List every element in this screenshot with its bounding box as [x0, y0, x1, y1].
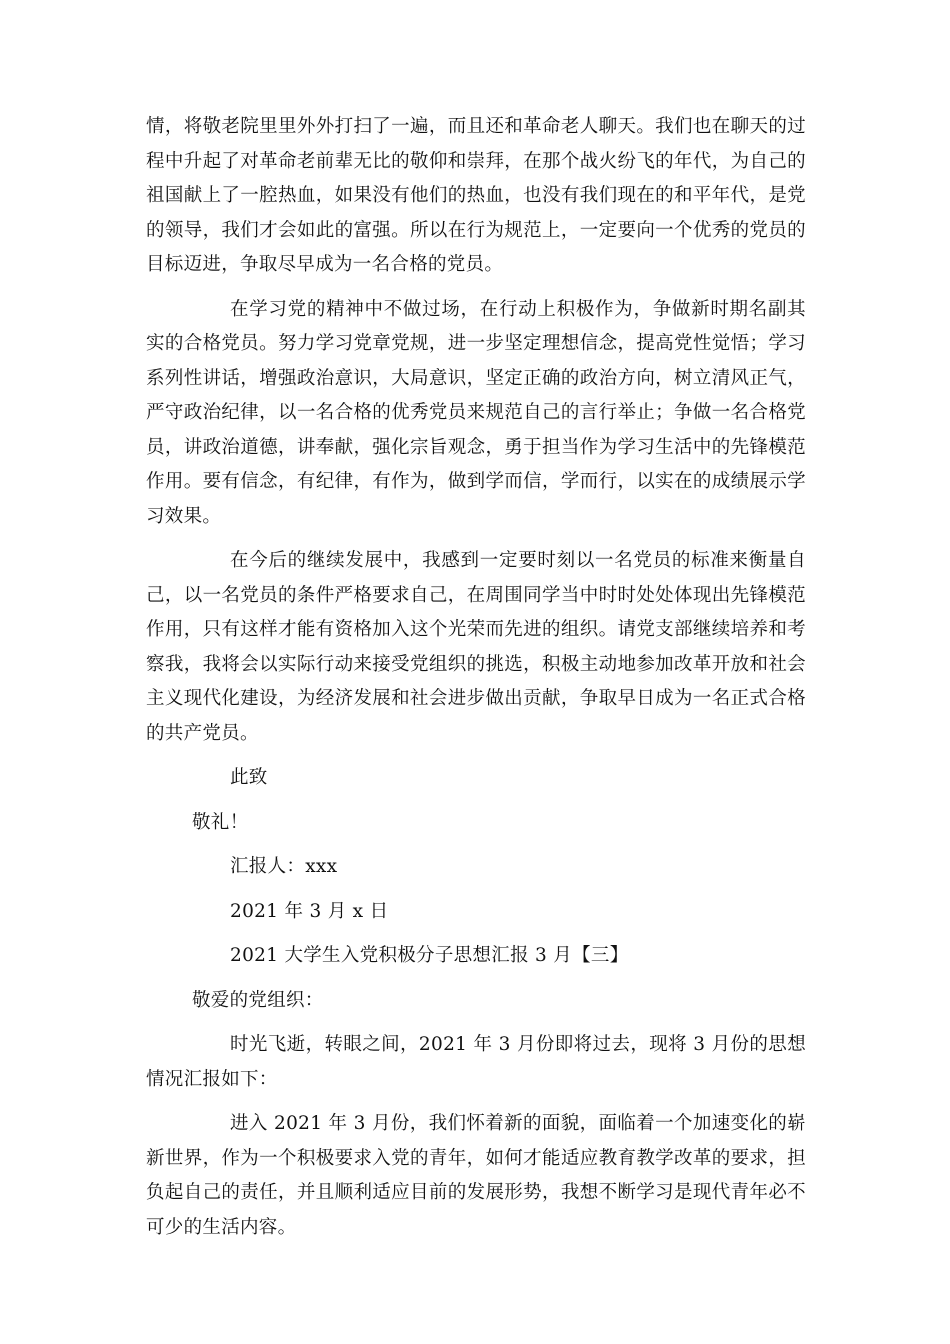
paragraph-1: 情，将敬老院里里外外打扫了一遍，而且还和革命老人聊天。我们也在聊天的过程中升起了对革命老前辈无比的敬仰和崇拜，在那个战火纷飞的年代，为自己的祖国献上了一腔热血，如果没有他们的热血，也没有我们现在的和平年代，是党的领导，我们才会如此的富强。所以在行为规范上，一定要向一个优秀的党员的目标迈进，争取尽早成为一名合格的党员。	[146, 116, 806, 275]
paragraph-2: 在学习党的精神中不做过场，在行动上积极作为，争做新时期名副其实的合格党员。努力学习党章党规，进一步坚定理想信念，提高党性觉悟；学习系列性讲话，增强政治意识，大局意识，坚定正确的政治方向，树立清风正气，严守政治纪律，以一名合格的优秀党员来规范自己的言行举止；争做一名合格党员，讲政治道德，讲奉献，强化宗旨观念，勇于担当作为学习生活中的先锋模范作用。要有信念，有纪律，有作为，做到学而信，学而行，以实在的成绩展示学习效果。	[146, 298, 806, 527]
greeting-line: 敬爱的党组织：	[192, 989, 324, 1011]
section-heading: 2021 大学生入党积极分子思想汇报 3 月【三】	[230, 945, 629, 966]
paragraph-4: 时光飞逝，转眼之间，2021 年 3 月份即将过去，现将 3 月份的思想情况汇报如下：	[146, 1034, 806, 1090]
salute-line: 敬礼！	[192, 811, 249, 833]
paragraph-5: 进入 2021 年 3 月份，我们怀着新的面貌，面临着一个加速变化的崭新世界，作为一个积极要求入党的青年，如何才能适应教育教学改革的要求，担负起自己的责任，并且顺利适应目前的发展形势，我想不断学习是现代青年必不可少的生活内容。	[146, 1113, 806, 1238]
date-line: 2021 年 3 月 x 日	[230, 900, 389, 922]
closing-line: 此致	[230, 767, 268, 788]
reporter-line: 汇报人：xxx	[230, 856, 338, 877]
paragraph-3: 在今后的继续发展中，我感到一定要时刻以一名党员的标准来衡量自己，以一名党员的条件严格要求自己，在周围同学当中时时处处体现出先锋模范作用，只有这样才能有资格加入这个光荣而先进的组织。请党支部继续培养和考察我，我将会以实际行动来接受党组织的挑选，积极主动地参加改革开放和社会主义现代化建设，为经济发展和社会进步做出贡献，争取早日成为一名正式合格的共产党员。	[146, 550, 806, 744]
document-body	[146, 110, 806, 1255]
